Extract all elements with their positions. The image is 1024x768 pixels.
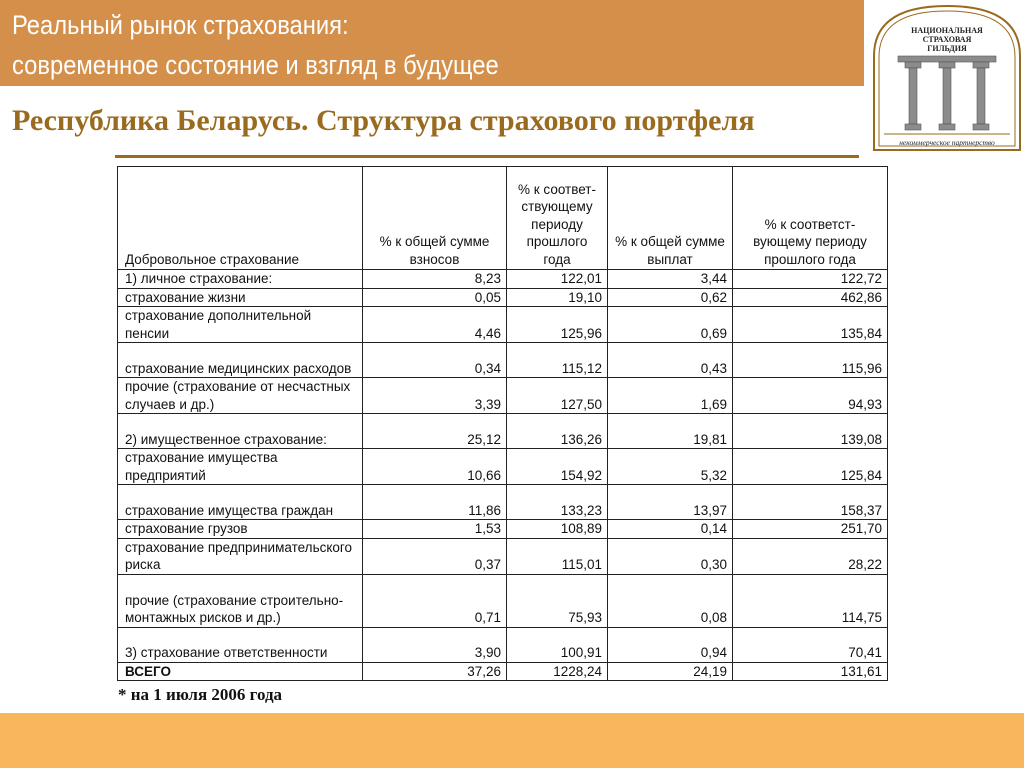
- table-row: [118, 343, 888, 378]
- cell-value: 0,69: [608, 307, 733, 343]
- table-row: [118, 378, 888, 414]
- cell-value: 11,86: [363, 485, 507, 520]
- cell-value: 114,75: [733, 574, 888, 627]
- cell-value: 24,19: [608, 662, 733, 681]
- cell-value: 251,70: [733, 520, 888, 539]
- header-band: [0, 0, 864, 86]
- cell-value: 1228,24: [507, 662, 608, 681]
- cell-value: 139,08: [733, 414, 888, 449]
- cell-value: 131,61: [733, 662, 888, 681]
- cell-value: 100,91: [507, 627, 608, 662]
- cell-value: 125,96: [507, 307, 608, 343]
- cell-value: 3,90: [363, 627, 507, 662]
- cell-value: 108,89: [507, 520, 608, 539]
- cell-value: 25,12: [363, 414, 507, 449]
- cell-value: 37,26: [363, 662, 507, 681]
- table-total-row: [118, 662, 888, 681]
- cell-value: 10,66: [363, 449, 507, 485]
- logo-caption: некоммерческое партнерство: [899, 138, 995, 147]
- logo-text-bottom: ГИЛЬДИЯ: [927, 44, 967, 53]
- cell-value: 0,05: [363, 288, 507, 307]
- table-row: [118, 307, 888, 343]
- row-label: 3) страхование ответственности: [118, 627, 363, 662]
- slide-title: Республика Беларусь. Структура страхового портфеля: [12, 104, 755, 137]
- table-row: [118, 574, 888, 627]
- guild-logo: [870, 0, 1024, 160]
- cell-value: 8,23: [363, 270, 507, 289]
- row-label: страхование предпринимательского риска: [118, 538, 363, 574]
- cell-value: 154,92: [507, 449, 608, 485]
- cell-value: 0,08: [608, 574, 733, 627]
- table-row: [118, 414, 888, 449]
- cell-value: 13,97: [608, 485, 733, 520]
- cell-value: 462,86: [733, 288, 888, 307]
- insurance-portfolio-table: [117, 166, 888, 681]
- table-row: [118, 538, 888, 574]
- cell-value: 1,69: [608, 378, 733, 414]
- logo-text-mid: СТРАХОВАЯ: [922, 35, 972, 44]
- table-row: [118, 449, 888, 485]
- cell-value: 135,84: [733, 307, 888, 343]
- table-header-row: [118, 167, 888, 270]
- cell-value: 115,01: [507, 538, 608, 574]
- guild-logo-icon: [870, 0, 1024, 160]
- cell-value: 70,41: [733, 627, 888, 662]
- cell-value: 133,23: [507, 485, 608, 520]
- row-label: 1) личное страхование:: [118, 270, 363, 289]
- cell-value: 3,44: [608, 270, 733, 289]
- cell-value: 122,01: [507, 270, 608, 289]
- cell-value: 1,53: [363, 520, 507, 539]
- cell-value: 5,32: [608, 449, 733, 485]
- header-title-line-2: современное состояние и взгляд в будущее: [12, 50, 499, 80]
- table-row: [118, 288, 888, 307]
- cell-value: 75,93: [507, 574, 608, 627]
- row-label: 2) имущественное страхование:: [118, 414, 363, 449]
- cell-value: 19,81: [608, 414, 733, 449]
- row-label: страхование дополнительной пенсии: [118, 307, 363, 343]
- cell-value: 122,72: [733, 270, 888, 289]
- cell-value: 28,22: [733, 538, 888, 574]
- column-header: % к общей сумме взносов: [363, 167, 507, 270]
- cell-value: 115,12: [507, 343, 608, 378]
- row-label: страхование жизни: [118, 288, 363, 307]
- title-underline: [115, 155, 859, 158]
- column-header: % к соответ-ствующему периоду прошлого года: [507, 167, 608, 270]
- cell-value: 3,39: [363, 378, 507, 414]
- cell-value: 0,71: [363, 574, 507, 627]
- cell-value: 0,94: [608, 627, 733, 662]
- table-row: [118, 520, 888, 539]
- table-row: [118, 270, 888, 289]
- row-label: страхование имущества граждан: [118, 485, 363, 520]
- row-label: прочие (страхование от несчастных случаев и др.): [118, 378, 363, 414]
- table-row: [118, 627, 888, 662]
- cell-value: 136,26: [507, 414, 608, 449]
- cell-value: 115,96: [733, 343, 888, 378]
- row-label: ВСЕГО: [118, 662, 363, 681]
- cell-value: 0,43: [608, 343, 733, 378]
- cell-value: 127,50: [507, 378, 608, 414]
- cell-value: 125,84: [733, 449, 888, 485]
- cell-value: 94,93: [733, 378, 888, 414]
- column-header: % к общей сумме выплат: [608, 167, 733, 270]
- column-header: Добровольное страхование: [118, 167, 363, 270]
- row-label: страхование медицинских расходов: [118, 343, 363, 378]
- column-header: % к соответст-вующему периоду прошлого года: [733, 167, 888, 270]
- cell-value: 0,14: [608, 520, 733, 539]
- logo-text-top: НАЦИОНАЛЬНАЯ: [911, 26, 983, 35]
- cell-value: 0,62: [608, 288, 733, 307]
- header-title-line-1: Реальный рынок страхования:: [12, 10, 349, 40]
- cell-value: 4,46: [363, 307, 507, 343]
- cell-value: 0,34: [363, 343, 507, 378]
- row-label: страхование имущества предприятий: [118, 449, 363, 485]
- row-label: страхование грузов: [118, 520, 363, 539]
- row-label: прочие (страхование строительно-монтажных рисков и др.): [118, 574, 363, 627]
- cell-value: 19,10: [507, 288, 608, 307]
- table-row: [118, 485, 888, 520]
- footnote: * на 1 июля 2006 года: [118, 685, 283, 704]
- cell-value: 158,37: [733, 485, 888, 520]
- footer-band: [0, 713, 1024, 768]
- cell-value: 0,37: [363, 538, 507, 574]
- cell-value: 0,30: [608, 538, 733, 574]
